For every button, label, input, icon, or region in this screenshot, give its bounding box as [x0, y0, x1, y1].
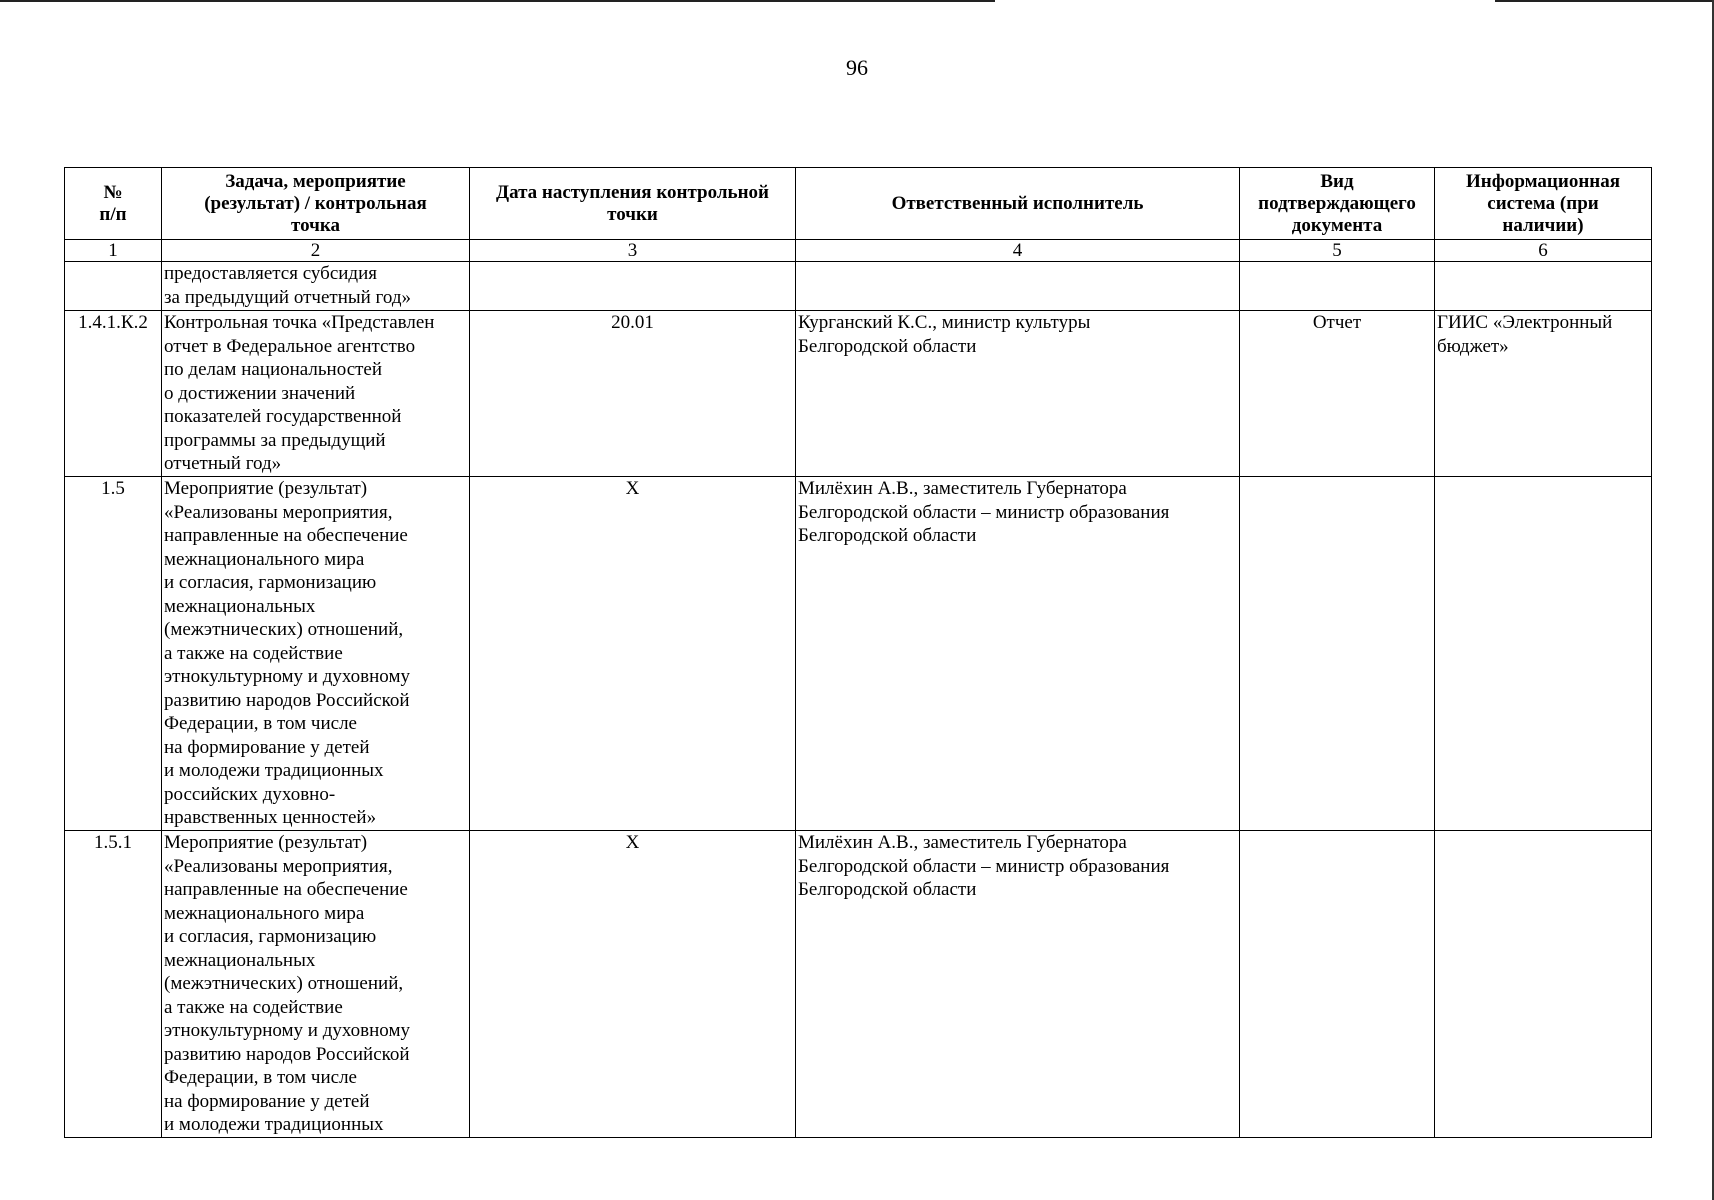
row-date: X	[470, 477, 796, 831]
header-date: Дата наступления контрольной точки	[470, 168, 796, 240]
row-task: Мероприятие (результат) «Реализованы мероприятия, направленные на обеспечение межнационального мира и согласия, гармонизацию межнациональных (межэтнических) отношений, а также на содействие этнокультурному и духовному развитию народов Российской Федерации, в том числе на формирование у детей и молодежи традиционных	[162, 831, 470, 1138]
row-task: Контрольная точка «Представлен отчет в Федеральное агентство по делам национальностей о достижении значений показателей государственной программы за предыдущий отчетный год»	[162, 311, 470, 477]
table-row	[65, 262, 1652, 311]
row-number: 1.4.1.К.2	[65, 311, 162, 477]
column-number-row	[65, 240, 1652, 262]
row-number: 1.5.1	[65, 831, 162, 1138]
header-system: Информационная система (при наличии)	[1435, 168, 1652, 240]
row-number: 1.5	[65, 477, 162, 831]
row-document: Отчет	[1240, 311, 1435, 477]
row-executor	[796, 262, 1240, 311]
scan-edge-top	[0, 0, 995, 2]
table-row	[65, 477, 1652, 831]
column-number: 3	[470, 240, 796, 262]
column-number: 5	[1240, 240, 1435, 262]
row-document	[1240, 831, 1435, 1138]
row-system: ГИИС «Электронный бюджет»	[1435, 311, 1652, 477]
row-executor: Милёхин А.В., заместитель Губернатора Белгородской области – министр образования Белгородской области	[796, 831, 1240, 1138]
header-task: Задача, мероприятие (результат) / контрольная точка	[162, 168, 470, 240]
column-number: 4	[796, 240, 1240, 262]
row-document	[1240, 262, 1435, 311]
plan-table	[64, 167, 1652, 1138]
row-date	[470, 262, 796, 311]
column-number: 2	[162, 240, 470, 262]
page-number: 96	[846, 55, 868, 80]
column-number: 1	[65, 240, 162, 262]
row-date: 20.01	[470, 311, 796, 477]
row-task: Мероприятие (результат) «Реализованы мероприятия, направленные на обеспечение межнационального мира и согласия, гармонизацию межнациональных (межэтнических) отношений, а также на содействие этнокультурному и духовному развитию народов Российской Федерации, в том числе на формирование у детей и молодежи традиционных российских духовно- нравственных ценностей»	[162, 477, 470, 831]
scan-edge-top-right	[1495, 0, 1714, 2]
table-row	[65, 831, 1652, 1138]
table-row	[65, 311, 1652, 477]
row-system	[1435, 831, 1652, 1138]
row-executor: Курганский К.С., министр культуры Белгородской области	[796, 311, 1240, 477]
column-number: 6	[1435, 240, 1652, 262]
row-executor: Милёхин А.В., заместитель Губернатора Белгородской области – министр образования Белгородской области	[796, 477, 1240, 831]
row-date: X	[470, 831, 796, 1138]
row-system	[1435, 477, 1652, 831]
header-executor: Ответственный исполнитель	[796, 168, 1240, 240]
row-number	[65, 262, 162, 311]
row-document	[1240, 477, 1435, 831]
row-system	[1435, 262, 1652, 311]
row-task: предоставляется субсидия за предыдущий отчетный год»	[162, 262, 470, 311]
header-document: Вид подтверждающего документа	[1240, 168, 1435, 240]
header-number: № п/п	[65, 168, 162, 240]
